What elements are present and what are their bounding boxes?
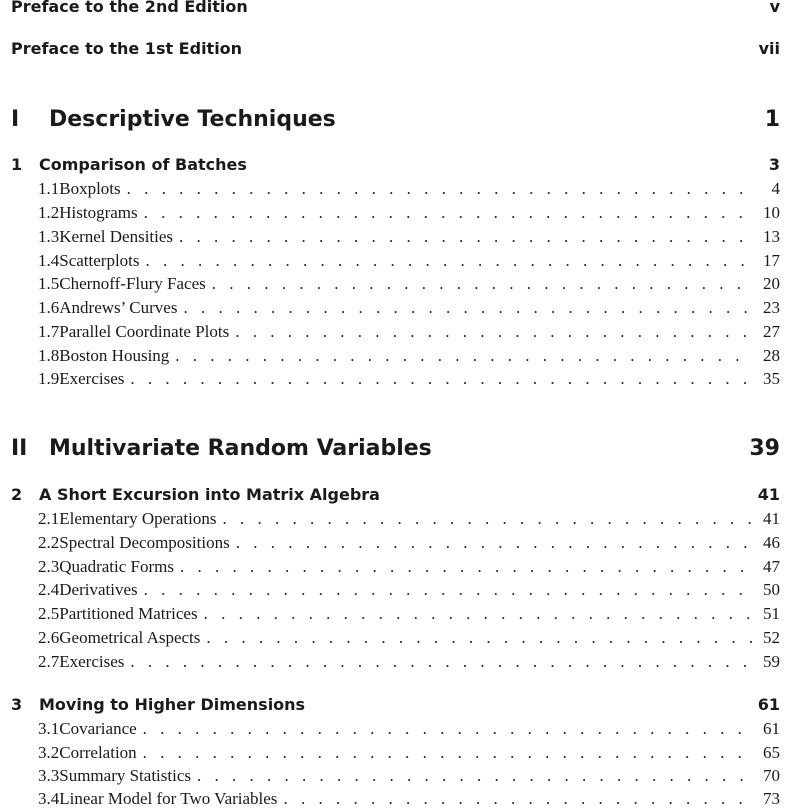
section-title: Boston Housing [59,346,170,365]
section-title: Correlation [59,743,137,762]
toc-page-number: 47 [763,557,780,576]
toc-section-1-4[interactable] [38,251,780,271]
toc-section-3-1[interactable] [38,719,780,739]
toc-page-number: 13 [763,227,780,246]
toc-section-3-2[interactable] [38,743,780,763]
part-title: Multivariate Random Variables [49,436,432,461]
section-number: 2.2 [38,533,60,552]
section-title: Covariance [59,719,137,738]
section-number: 2.1 [38,509,60,528]
section-title: Summary Statistics [59,766,191,785]
toc-preface-2nd[interactable] [11,0,780,16]
toc-page-number: 70 [763,766,780,785]
toc-page-number: 59 [763,652,780,671]
section-title: Boxplots [59,179,121,198]
section-title: Partitioned Matrices [59,604,198,623]
section-number: 2.5 [38,604,60,623]
toc-section-3-4[interactable] [38,789,780,809]
toc-page-number: 27 [763,322,780,341]
toc-section-1-7[interactable] [38,322,780,342]
section-number: 1.1 [38,179,60,198]
toc-part-2[interactable] [11,436,780,461]
leader-dots [179,227,754,247]
leader-dots [127,179,754,199]
section-number: 1.6 [38,298,60,317]
toc-page-number: 61 [757,695,780,714]
toc-page-number: 3 [768,155,780,174]
leader-dots [212,274,754,294]
chapter-title: Comparison of Batches [39,155,247,174]
leader-dots [183,298,754,318]
toc-section-2-7[interactable] [38,652,780,672]
chapter-title: Moving to Higher Dimensions [39,695,306,714]
toc-entry-title: Preface to the 2nd Edition [11,0,248,16]
section-title: Derivatives [59,580,138,599]
leader-dots [283,789,754,809]
section-title: Exercises [59,652,125,671]
toc-section-3-3[interactable] [38,766,780,786]
section-title: Geometrical Aspects [59,628,201,647]
section-title: Elementary Operations [59,509,217,528]
toc-section-2-6[interactable] [38,628,780,648]
chapter-title: A Short Excursion into Matrix Algebra [39,485,380,504]
leader-dots [235,322,754,342]
chapter-number: 2 [11,485,23,504]
toc-page-number: 46 [763,533,780,552]
toc-section-1-5[interactable] [38,274,780,294]
leader-dots [143,719,754,739]
section-number: 2.7 [38,652,60,671]
toc-page-number: 20 [763,274,780,293]
section-number: 1.3 [38,227,60,246]
toc-page-number: 28 [763,346,780,365]
leader-dots [130,652,754,672]
leader-dots [144,580,754,600]
toc-entry-title: Preface to the 1st Edition [11,39,243,58]
chapter-number: 1 [11,155,23,174]
toc-page-number: 23 [763,298,780,317]
section-title: Quadratic Forms [59,557,174,576]
toc-chapter-3[interactable] [11,695,780,714]
toc-page-number: vii [758,39,780,58]
section-number: 3.1 [38,719,60,738]
part-number: I [11,107,20,132]
toc-section-1-6[interactable] [38,298,780,318]
toc-page-number: 35 [763,369,780,388]
leader-dots [130,369,754,389]
toc-page-number: 52 [763,628,780,647]
section-title: Exercises [59,369,125,388]
section-number: 3.3 [38,766,60,785]
leader-dots [236,533,754,553]
toc-section-1-3[interactable] [38,227,780,247]
toc-chapter-1[interactable] [11,155,780,174]
leader-dots [144,203,754,223]
toc-page-number: 65 [763,743,780,762]
section-number: 2.6 [38,628,60,647]
section-number: 1.9 [38,369,60,388]
toc-section-1-1[interactable] [38,179,780,199]
toc-part-1[interactable] [11,107,780,132]
toc-page-number: 51 [763,604,780,623]
part-number: II [11,436,28,461]
toc-page-number: 61 [763,719,780,738]
toc-page-number: 50 [763,580,780,599]
toc-page-number: 4 [771,179,780,198]
section-number: 2.3 [38,557,60,576]
section-title: Parallel Coordinate Plots [59,322,230,341]
section-number: 3.4 [38,789,60,808]
toc-section-2-5[interactable] [38,604,780,624]
toc-preface-1st[interactable] [11,39,780,58]
section-number: 1.7 [38,322,60,341]
toc-section-1-2[interactable] [38,203,780,223]
leader-dots [180,557,754,577]
part-title: Descriptive Techniques [49,107,336,132]
toc-page-number: 10 [763,203,780,222]
section-number: 3.2 [38,743,60,762]
leader-dots [206,628,754,648]
leader-dots [222,509,754,529]
section-number: 1.4 [38,251,60,270]
leader-dots [146,251,754,271]
toc-page-number: 41 [757,485,780,504]
section-title: Scatterplots [59,251,140,270]
toc-section-2-2[interactable] [38,533,780,553]
leader-dots [175,346,754,366]
toc-section-2-4[interactable] [38,580,780,600]
leader-dots [204,604,754,624]
section-title: Linear Model for Two Variables [59,789,278,808]
section-number: 1.8 [38,346,60,365]
toc-section-2-3[interactable] [38,557,780,577]
toc-page-number: 41 [763,509,780,528]
section-title: Chernoff-Flury Faces [59,274,206,293]
section-title: Histograms [59,203,138,222]
leader-dots [143,743,754,763]
toc-section-2-1[interactable] [38,509,780,529]
chapter-number: 3 [11,695,23,714]
toc-page-number: 1 [764,107,780,132]
toc-page-number: 17 [763,251,780,270]
section-title: Kernel Densities [59,227,174,246]
section-number: 1.5 [38,274,60,293]
leader-dots [197,766,754,786]
toc-chapter-2[interactable] [11,485,780,504]
section-title: Spectral Decompositions [59,533,230,552]
toc-section-1-8[interactable] [38,346,780,366]
toc-page-number: 73 [763,789,780,808]
toc-section-1-9[interactable] [38,369,780,389]
toc-page-number: v [769,0,780,16]
section-title: Andrews’ Curves [59,298,178,317]
section-number: 2.4 [38,580,60,599]
section-number: 1.2 [38,203,60,222]
toc-page-number: 39 [749,436,780,461]
